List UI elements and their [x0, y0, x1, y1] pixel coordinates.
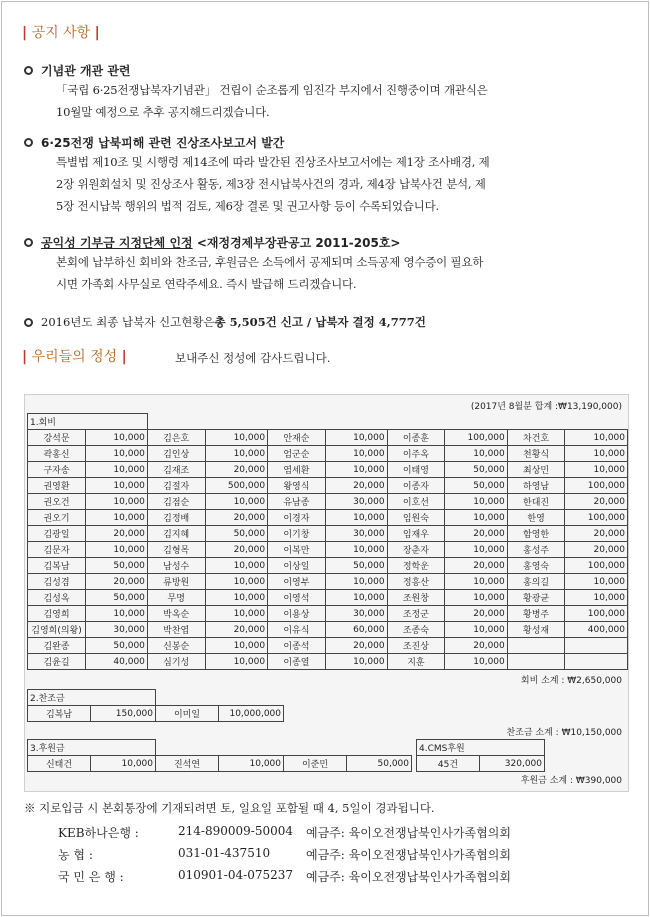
amount-cell: 150,000 [91, 706, 156, 722]
donor-name-cell: 이복만 [268, 542, 326, 558]
amount-cell: 100,000 [565, 510, 628, 526]
donor-name-cell: 이상일 [268, 558, 326, 574]
donor-name-cell: 조원창 [387, 590, 445, 606]
support-subtotal: 후원금 소계 : ₩390,000 [520, 776, 622, 786]
donor-name-cell: 신태건 [28, 756, 91, 772]
cms-label: 4.CMS후원 [417, 740, 545, 756]
donor-name-cell: 하영남 [507, 478, 565, 494]
amount-cell: 10,000 [205, 606, 268, 622]
circle-bullet-icon [24, 138, 33, 147]
donor-name-cell: 이종자 [387, 478, 445, 494]
amount-cell: 10,000 [91, 756, 156, 772]
amount-cell: 10,000 [445, 622, 508, 638]
donor-name-cell: 이종석 [268, 638, 326, 654]
amount-cell: 20,000 [565, 526, 628, 542]
donor-name-cell: 이영부 [268, 574, 326, 590]
amount-cell: 10,000 [219, 756, 284, 772]
stat-line [24, 314, 634, 330]
table-row [28, 526, 628, 542]
donor-name-cell: 이기창 [268, 526, 326, 542]
donation-title-text: 우리들의 정성 [31, 349, 118, 365]
amount-cell: 50,000 [205, 526, 268, 542]
amount-cell: 30,000 [86, 622, 148, 638]
donor-name-cell [507, 654, 565, 670]
sponsorship-subtotal: 찬조금 소계 : ₩10,150,000 [506, 728, 622, 738]
donor-name-cell: 조진상 [387, 638, 445, 654]
amount-cell: 50,000 [86, 590, 148, 606]
donor-name-cell: 임원숙 [387, 510, 445, 526]
table-row [28, 558, 628, 574]
amount-cell: 20,000 [445, 558, 508, 574]
donor-name-cell: 구자송 [28, 462, 86, 478]
amount-cell: 50,000 [86, 638, 148, 654]
donor-name-cell: 김성겸 [28, 574, 86, 590]
amount-cell: 10,000 [565, 446, 628, 462]
amount-cell: 10,000 [86, 606, 148, 622]
donor-name-cell: 왕영식 [268, 478, 326, 494]
table-row [28, 638, 628, 654]
amount-cell: 10,000 [205, 494, 268, 510]
donor-name-cell: 김복남 [28, 706, 91, 722]
amount-cell: 50,000 [86, 558, 148, 574]
amount-cell: 20,000 [205, 462, 268, 478]
amount-cell: 10,000 [205, 446, 268, 462]
bank-name: KEB하나은행 : [58, 826, 139, 840]
amount-cell: 20,000 [325, 638, 387, 654]
amount-cell: 20,000 [445, 638, 508, 654]
donor-name-cell: 황성재 [507, 622, 565, 638]
donor-name-cell: 권영환 [28, 478, 86, 494]
amount-cell: 100,000 [445, 430, 508, 446]
donor-name-cell: 김영희(의왕) [28, 622, 86, 638]
amount-cell: 10,000 [86, 510, 148, 526]
donor-name-cell: 이경자 [268, 510, 326, 526]
donor-name-cell: 장춘자 [387, 542, 445, 558]
donor-name-cell: 김복남 [28, 558, 86, 574]
table-row [28, 654, 628, 670]
amount-cell: 20,000 [445, 606, 508, 622]
donor-name-cell: 엄군순 [268, 446, 326, 462]
donor-name-cell: 이호선 [387, 494, 445, 510]
donor-name-cell: 강석문 [28, 430, 86, 446]
donor-name-cell: 곽홍신 [28, 446, 86, 462]
amount-cell: 20,000 [86, 574, 148, 590]
amount-cell: 10,000 [325, 430, 387, 446]
amount-cell: 30,000 [325, 606, 387, 622]
table-row [28, 446, 628, 462]
donor-name-cell: 김성옥 [28, 590, 86, 606]
donor-name-cell: 김정배 [147, 510, 205, 526]
membership-label: 1.회비 [28, 414, 148, 430]
donor-name-cell: 임재우 [387, 526, 445, 542]
amount-cell: 400,000 [565, 622, 628, 638]
notice-line: 2장 위원회설치 및 진상조사 활동, 제3장 전시납북사건의 경과, 제4장 납북사건 분석, 제 [56, 177, 486, 191]
amount-cell [565, 654, 628, 670]
donor-name-cell: 박찬엽 [147, 622, 205, 638]
notice-heading-extra: <재정경제부장관공고 2011-205호> [196, 236, 401, 250]
amount-cell: 10,000 [325, 446, 387, 462]
table-row [28, 478, 628, 494]
table-row [28, 462, 628, 478]
donor-name-cell: 차건호 [507, 430, 565, 446]
amount-cell: 10,000 [445, 510, 508, 526]
donation-table-area [24, 394, 629, 792]
amount-cell: 20,000 [86, 526, 148, 542]
stat-line-bold: 총 5,505건 신고 / 납북자 결정 4,777건 [214, 315, 426, 329]
amount-cell: 10,000 [325, 654, 387, 670]
donor-name-cell: 김절자 [147, 478, 205, 494]
donor-name-cell: 이종열 [268, 654, 326, 670]
amount-cell: 50,000 [347, 756, 412, 772]
donor-name-cell: 염세환 [268, 462, 326, 478]
donor-name-cell: 함영한 [507, 526, 565, 542]
amount-cell: 20,000 [325, 478, 387, 494]
bank-account: 031-01-437510 [178, 846, 271, 860]
donor-name-cell: 김영희 [28, 606, 86, 622]
amount-cell: 10,000 [325, 510, 387, 526]
donor-name-cell: 최상민 [507, 462, 565, 478]
donor-name-cell: 김인상 [147, 446, 205, 462]
support-label: 3.후원금 [28, 740, 156, 756]
donor-name-cell: 지훈 [387, 654, 445, 670]
amount-cell: 10,000 [445, 574, 508, 590]
amount-cell: 30,000 [325, 526, 387, 542]
amount-cell: 10,000 [325, 590, 387, 606]
circle-bullet-icon [24, 66, 33, 75]
table-row [28, 494, 628, 510]
amount-cell: 10,000 [86, 542, 148, 558]
amount-cell: 10,000 [565, 590, 628, 606]
donor-name-cell: 황광균 [507, 590, 565, 606]
amount-cell: 10,000 [86, 478, 148, 494]
amount-cell: 10,000 [325, 574, 387, 590]
notice-item [24, 62, 634, 123]
notice-line: 5장 전시납북 행위의 법적 검토, 제6장 결론 및 권고사항 등이 수록되었습니다. [56, 199, 439, 213]
bank-account: 010901-04-075237 [178, 868, 293, 882]
donor-name-cell: 김완종 [28, 638, 86, 654]
table-row [28, 574, 628, 590]
notice-title-text: 공지 사항 [31, 25, 91, 41]
amount-cell: 10,000 [565, 574, 628, 590]
cms-amount-cell: 320,000 [480, 756, 545, 772]
amount-cell: 500,000 [205, 478, 268, 494]
amount-cell: 50,000 [325, 558, 387, 574]
donor-name-cell: 김광일 [28, 526, 86, 542]
notice-line: 특별법 제10조 및 시행령 제14조에 따라 발간된 진상조사보고서에는 제1장 조사배경, 제 [56, 155, 490, 169]
amount-cell: 20,000 [205, 622, 268, 638]
support-table [27, 739, 545, 772]
sponsorship-table [27, 689, 284, 722]
donor-name-cell: 유남종 [268, 494, 326, 510]
amount-cell: 10,000 [205, 574, 268, 590]
amount-cell: 50,000 [445, 462, 508, 478]
bank-name: 국 민 은 행 : [58, 870, 124, 884]
donor-name-cell: 김재조 [147, 462, 205, 478]
amount-cell: 60,000 [325, 622, 387, 638]
donor-name-cell: 김윤길 [28, 654, 86, 670]
amount-cell: 20,000 [205, 510, 268, 526]
bank-holder: 예금주: 육이오전쟁납북인사가족협의회 [306, 826, 511, 840]
amount-cell: 10,000 [205, 430, 268, 446]
table-row [28, 510, 628, 526]
amount-cell: 10,000 [86, 462, 148, 478]
amount-cell: 10,000 [86, 494, 148, 510]
donor-name-cell: 권오기 [28, 510, 86, 526]
donor-name-cell: 홍영숙 [507, 558, 565, 574]
donor-name-cell: 류방원 [147, 574, 205, 590]
donor-name-cell: 홍성주 [507, 542, 565, 558]
amount-cell: 10,000 [205, 638, 268, 654]
table-row [28, 430, 628, 446]
amount-cell: 10,000,000 [219, 706, 284, 722]
table-row [28, 706, 284, 722]
sponsorship-label: 2.찬조금 [28, 690, 156, 706]
donor-name-cell: 신봉순 [147, 638, 205, 654]
amount-cell: 40,000 [86, 654, 148, 670]
donor-name-cell: 이태영 [387, 462, 445, 478]
donor-name-cell: 천황식 [507, 446, 565, 462]
amount-cell: 10,000 [445, 590, 508, 606]
bank-holder: 예금주: 육이오전쟁납북인사가족협의회 [306, 848, 511, 862]
donor-name-cell [507, 638, 565, 654]
donor-name-cell: 이유식 [268, 622, 326, 638]
notice-heading: 6·25전쟁 납북피해 관련 진상조사보고서 발간 [41, 136, 285, 150]
donor-name-cell: 무명 [147, 590, 205, 606]
amount-cell: 50,000 [445, 478, 508, 494]
amount-cell: 10,000 [325, 542, 387, 558]
table-row [28, 756, 545, 772]
donor-name-cell: 권오건 [28, 494, 86, 510]
donor-name-cell: 황병주 [507, 606, 565, 622]
amount-cell: 100,000 [565, 478, 628, 494]
circle-bullet-icon [24, 238, 33, 247]
amount-cell: 10,000 [565, 430, 628, 446]
donor-name-cell: 이종훈 [387, 430, 445, 446]
donor-name-cell: 박옥순 [147, 606, 205, 622]
donor-name-cell: 심기성 [147, 654, 205, 670]
bank-name: 농 협 : [58, 848, 93, 862]
membership-subtotal: 회비 소계 : ₩2,650,000 [520, 676, 622, 686]
donor-name-cell: 김형목 [147, 542, 205, 558]
donor-name-cell: 이용상 [268, 606, 326, 622]
notice-line: 본회에 납부하신 회비와 찬조금, 후원금은 소득에서 공제되며 소득공제 영수증이 필요하 [56, 255, 484, 269]
table-row [28, 542, 628, 558]
donor-name-cell: 조정군 [387, 606, 445, 622]
notice-heading: 기념관 개관 관련 [41, 64, 131, 78]
amount-cell: 20,000 [205, 542, 268, 558]
amount-cell: 20,000 [565, 494, 628, 510]
table-row [28, 606, 628, 622]
notice-heading: 공익성 기부금 지정단체 인정 [41, 236, 193, 250]
circle-bullet-icon [24, 318, 33, 327]
amount-cell: 10,000 [445, 542, 508, 558]
donation-section-title: | 우리들의 정성 | [22, 349, 127, 365]
bank-note: ※ 지로입금 시 본회통장에 기재되려면 토, 일요일 포함될 때 4, 5일이 경과됩니다. [24, 801, 435, 815]
donor-name-cell: 진석연 [156, 756, 219, 772]
donation-thanks: 보내주신 정성에 감사드립니다. [175, 351, 331, 365]
membership-table [27, 413, 628, 670]
amount-cell: 10,000 [445, 494, 508, 510]
amount-cell: 10,000 [86, 446, 148, 462]
stat-line-text: 2016년도 최종 납북자 신고현황은 [41, 315, 215, 329]
amount-cell: 20,000 [445, 526, 508, 542]
donor-name-cell: 김지혜 [147, 526, 205, 542]
table-row [28, 622, 628, 638]
notice-section-title: | 공지 사항 | [22, 25, 100, 41]
notice-line: 10월말 예정으로 추후 공지해드리겠습니다. [56, 105, 270, 119]
table-row [28, 590, 628, 606]
amount-cell: 100,000 [565, 606, 628, 622]
donor-name-cell: 한영 [507, 510, 565, 526]
amount-cell [565, 638, 628, 654]
donor-name-cell: 김문자 [28, 542, 86, 558]
amount-cell: 10,000 [445, 446, 508, 462]
amount-cell: 10,000 [86, 430, 148, 446]
amount-cell: 30,000 [325, 494, 387, 510]
bank-account: 214-890009-50004 [178, 824, 293, 838]
donor-name-cell: 이미일 [156, 706, 219, 722]
donor-name-cell: 이주옥 [387, 446, 445, 462]
amount-cell: 10,000 [565, 462, 628, 478]
notice-line: 시면 가족회 사무실로 연락주세요. 즉시 발급해 드리겠습니다. [56, 277, 357, 291]
donor-name-cell: 이준민 [284, 756, 347, 772]
amount-cell: 10,000 [325, 462, 387, 478]
donor-name-cell: 이영석 [268, 590, 326, 606]
notice-item [24, 134, 634, 217]
donor-name-cell: 정흥산 [387, 574, 445, 590]
donor-name-cell: 한대진 [507, 494, 565, 510]
notice-line: 「국립 6·25전쟁납북자기념관」 건립이 순조롭게 임진각 부지에서 진행중이며 개관식은 [56, 83, 488, 97]
donor-name-cell: 남성수 [147, 558, 205, 574]
notice-item [24, 234, 634, 295]
bank-holder: 예금주: 육이오전쟁납북인사가족협의회 [306, 870, 511, 884]
amount-cell: 10,000 [205, 654, 268, 670]
donor-name-cell: 정학운 [387, 558, 445, 574]
donor-name-cell: 김점순 [147, 494, 205, 510]
donor-name-cell: 안재순 [268, 430, 326, 446]
donor-name-cell: 조종숙 [387, 622, 445, 638]
amount-cell: 100,000 [565, 558, 628, 574]
cms-count-cell: 45건 [417, 756, 480, 772]
donor-name-cell: 김은호 [147, 430, 205, 446]
amount-cell: 10,000 [205, 590, 268, 606]
amount-cell: 10,000 [445, 654, 508, 670]
total-label: (2017년 8월분 합계 :₩13,190,000) [470, 402, 622, 412]
amount-cell: 20,000 [565, 542, 628, 558]
donor-name-cell: 홍의길 [507, 574, 565, 590]
amount-cell: 10,000 [205, 558, 268, 574]
